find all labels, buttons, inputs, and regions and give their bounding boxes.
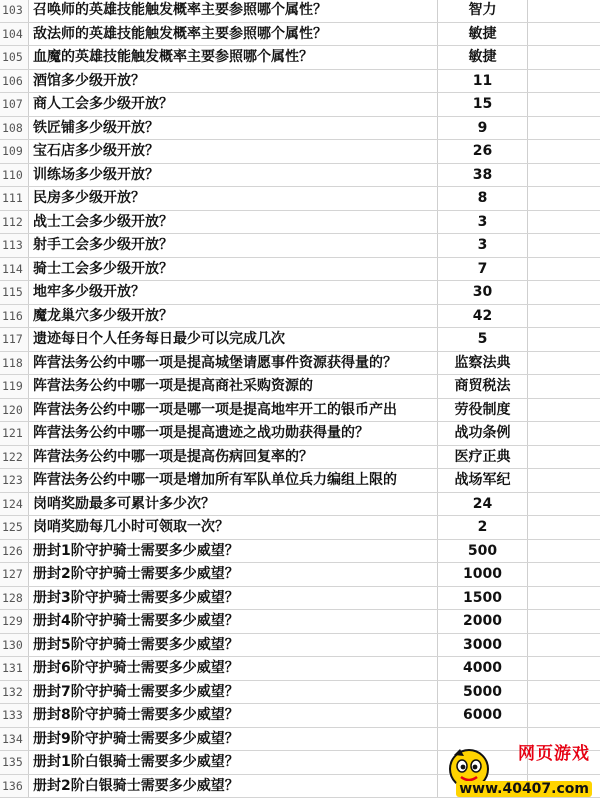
row-number[interactable]: 107: [0, 93, 29, 116]
row-number[interactable]: 118: [0, 352, 29, 375]
table-row[interactable]: [0, 540, 600, 564]
answer-cell[interactable]: 24: [438, 493, 528, 516]
row-number[interactable]: 114: [0, 258, 29, 281]
row-number[interactable]: 120: [0, 399, 29, 422]
question-cell[interactable]: 册封8阶守护骑士需要多少威望？: [30, 704, 438, 727]
answer-cell[interactable]: 3: [438, 234, 528, 257]
row-number[interactable]: 125: [0, 516, 29, 539]
question-cell[interactable]: 宝石店多少级开放？: [30, 140, 438, 163]
answer-cell[interactable]: 6000: [438, 704, 528, 727]
question-cell[interactable]: 训练场多少级开放？: [30, 164, 438, 187]
question-cell[interactable]: 阵营法务公约中哪一项是提高城堡请愿事件资源获得量的？: [30, 352, 438, 375]
question-cell[interactable]: 册封1阶守护骑士需要多少威望？: [30, 540, 438, 563]
table-row[interactable]: [0, 375, 600, 399]
table-row[interactable]: [0, 446, 600, 470]
table-row[interactable]: [0, 352, 600, 376]
row-number[interactable]: 105: [0, 46, 29, 69]
table-row[interactable]: [0, 23, 600, 47]
question-cell[interactable]: 阵营法务公约中哪一项是增加所有军队单位兵力编组上限的: [30, 469, 438, 492]
answer-cell[interactable]: 42: [438, 305, 528, 328]
table-row[interactable]: [0, 305, 600, 329]
row-number[interactable]: 135: [0, 751, 29, 774]
answer-cell[interactable]: 劳役制度: [438, 399, 528, 422]
watermark-title: 网页游戏: [518, 744, 590, 764]
answer-cell[interactable]: 敏捷: [438, 46, 528, 69]
question-cell[interactable]: 册封5阶守护骑士需要多少威望？: [30, 634, 438, 657]
answer-cell[interactable]: 2: [438, 516, 528, 539]
table-row[interactable]: [0, 258, 600, 282]
question-cell[interactable]: 战士工会多少级开放？: [30, 211, 438, 234]
row-number[interactable]: 132: [0, 681, 29, 704]
answer-cell[interactable]: 7: [438, 258, 528, 281]
answer-cell[interactable]: 11: [438, 70, 528, 93]
table-row[interactable]: [0, 610, 600, 634]
answer-cell[interactable]: 战场军纪: [438, 469, 528, 492]
row-number[interactable]: 124: [0, 493, 29, 516]
row-number[interactable]: 127: [0, 563, 29, 586]
table-row[interactable]: [0, 657, 600, 681]
table-row[interactable]: [0, 93, 600, 117]
question-cell[interactable]: 册封1阶白银骑士需要多少威望？: [30, 751, 438, 774]
question-cell[interactable]: 阵营法务公约中哪一项是哪一项是提高地牢开工的银币产出: [30, 399, 438, 422]
answer-cell[interactable]: 5: [438, 328, 528, 351]
answer-cell[interactable]: 8: [438, 187, 528, 210]
question-cell[interactable]: 册封2阶守护骑士需要多少威望？: [30, 563, 438, 586]
answer-cell[interactable]: 4000: [438, 657, 528, 680]
answer-cell[interactable]: 5000: [438, 681, 528, 704]
row-number[interactable]: 117: [0, 328, 29, 351]
question-cell[interactable]: 射手工会多少级开放？: [30, 234, 438, 257]
row-number[interactable]: 110: [0, 164, 29, 187]
row-number[interactable]: 108: [0, 117, 29, 140]
answer-cell[interactable]: 3000: [438, 634, 528, 657]
row-number[interactable]: 106: [0, 70, 29, 93]
table-row[interactable]: [0, 563, 600, 587]
answer-cell[interactable]: 智力: [438, 0, 528, 22]
table-row[interactable]: [0, 234, 600, 258]
answer-cell[interactable]: 战功条例: [438, 422, 528, 445]
answer-cell[interactable]: 1000: [438, 563, 528, 586]
row-number[interactable]: 123: [0, 469, 29, 492]
question-cell[interactable]: 血魔的英雄技能触发概率主要参照哪个属性？: [30, 46, 438, 69]
row-number[interactable]: 122: [0, 446, 29, 469]
answer-cell[interactable]: 26: [438, 140, 528, 163]
table-row[interactable]: [0, 164, 600, 188]
table-row[interactable]: [0, 399, 600, 423]
question-cell[interactable]: 阵营法务公约中哪一项是提高遗迹之战功勋获得量的？: [30, 422, 438, 445]
row-number[interactable]: 128: [0, 587, 29, 610]
row-number[interactable]: 104: [0, 23, 29, 46]
table-row[interactable]: [0, 422, 600, 446]
row-number[interactable]: 113: [0, 234, 29, 257]
question-cell[interactable]: 册封3阶守护骑士需要多少威望？: [30, 587, 438, 610]
question-cell[interactable]: 召唤师的英雄技能触发概率主要参照哪个属性？: [30, 0, 438, 22]
question-cell[interactable]: 册封7阶守护骑士需要多少威望？: [30, 681, 438, 704]
question-cell[interactable]: 铁匠铺多少级开放？: [30, 117, 438, 140]
row-number[interactable]: 115: [0, 281, 29, 304]
answer-cell[interactable]: 监察法典: [438, 352, 528, 375]
row-number[interactable]: 121: [0, 422, 29, 445]
question-cell[interactable]: 岗哨奖励每几小时可领取一次？: [30, 516, 438, 539]
question-cell[interactable]: 敌法师的英雄技能触发概率主要参照哪个属性？: [30, 23, 438, 46]
question-cell[interactable]: 册封2阶白银骑士需要多少威望？: [30, 775, 438, 798]
answer-cell[interactable]: 商贸税法: [438, 375, 528, 398]
question-cell[interactable]: 册封6阶守护骑士需要多少威望？: [30, 657, 438, 680]
question-cell[interactable]: 地牢多少级开放？: [30, 281, 438, 304]
answer-cell[interactable]: 15: [438, 93, 528, 116]
question-cell[interactable]: 酒馆多少级开放？: [30, 70, 438, 93]
table-row[interactable]: [0, 211, 600, 235]
table-row[interactable]: [0, 328, 600, 352]
row-number[interactable]: 119: [0, 375, 29, 398]
question-cell[interactable]: 骑士工会多少级开放？: [30, 258, 438, 281]
question-cell[interactable]: 商人工会多少级开放？: [30, 93, 438, 116]
question-cell[interactable]: 岗哨奖励最多可累计多少次？: [30, 493, 438, 516]
row-number[interactable]: 112: [0, 211, 29, 234]
row-number[interactable]: 126: [0, 540, 29, 563]
question-cell[interactable]: 阵营法务公约中哪一项是提高伤病回复率的？: [30, 446, 438, 469]
table-row[interactable]: [0, 469, 600, 493]
question-cell[interactable]: 册封4阶守护骑士需要多少威望？: [30, 610, 438, 633]
watermark-url: www.40407.com: [456, 781, 592, 797]
row-number[interactable]: 131: [0, 657, 29, 680]
question-cell[interactable]: 册封9阶守护骑士需要多少威望？: [30, 728, 438, 751]
table-row[interactable]: [0, 704, 600, 728]
question-cell[interactable]: 遗迹每日个人任务每日最少可以完成几次: [30, 328, 438, 351]
row-number[interactable]: 109: [0, 140, 29, 163]
table-row[interactable]: [0, 0, 600, 23]
answer-cell[interactable]: 医疗正典: [438, 446, 528, 469]
watermark-logo: [446, 737, 596, 801]
answer-cell[interactable]: 3: [438, 211, 528, 234]
answer-cell[interactable]: 9: [438, 117, 528, 140]
row-number[interactable]: 111: [0, 187, 29, 210]
answer-cell[interactable]: 30: [438, 281, 528, 304]
table-row[interactable]: [0, 70, 600, 94]
answer-cell[interactable]: 38: [438, 164, 528, 187]
table-row[interactable]: [0, 587, 600, 611]
question-cell[interactable]: 民房多少级开放？: [30, 187, 438, 210]
table-row[interactable]: [0, 634, 600, 658]
row-number[interactable]: 129: [0, 610, 29, 633]
table-row[interactable]: [0, 140, 600, 164]
row-number[interactable]: 103: [0, 0, 29, 22]
question-cell[interactable]: 魔龙巢穴多少级开放？: [30, 305, 438, 328]
row-number[interactable]: 133: [0, 704, 29, 727]
row-number[interactable]: 134: [0, 728, 29, 751]
row-number[interactable]: 136: [0, 775, 29, 798]
question-cell[interactable]: 阵营法务公约中哪一项是提高商社采购资源的: [30, 375, 438, 398]
answer-cell[interactable]: 1500: [438, 587, 528, 610]
table-row[interactable]: [0, 493, 600, 517]
answer-cell[interactable]: 500: [438, 540, 528, 563]
answer-cell[interactable]: 2000: [438, 610, 528, 633]
table-row[interactable]: [0, 46, 600, 70]
table-row[interactable]: [0, 681, 600, 705]
table-row[interactable]: [0, 516, 600, 540]
row-number[interactable]: 116: [0, 305, 29, 328]
table-row[interactable]: [0, 281, 600, 305]
table-row[interactable]: [0, 187, 600, 211]
answer-cell[interactable]: 敏捷: [438, 23, 528, 46]
row-number[interactable]: 130: [0, 634, 29, 657]
table-row[interactable]: [0, 117, 600, 141]
